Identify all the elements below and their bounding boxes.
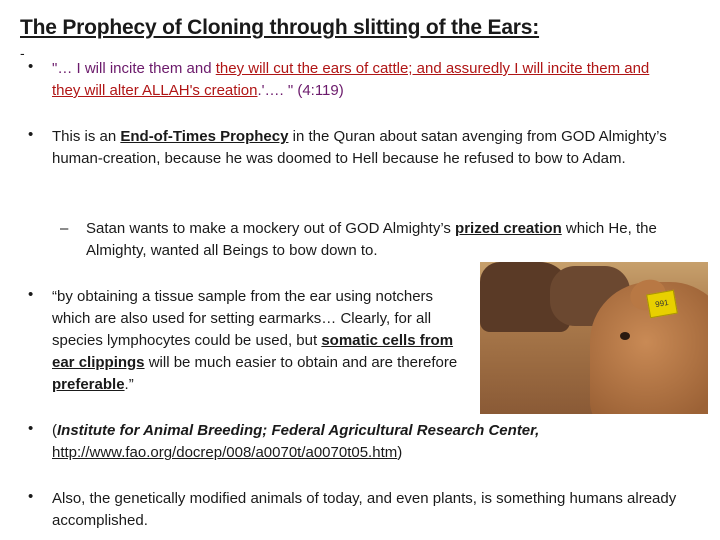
page-title: The Prophecy of Cloning through slitting of the Ears: xyxy=(20,16,540,39)
bullet-marker: • xyxy=(28,126,34,143)
source-institute: Institute for Animal Breeding; Federal Agricultural Research Center, xyxy=(57,422,540,439)
prophecy-text-pre: This is an xyxy=(52,128,121,145)
quote-text-pre: "… I will incite them and xyxy=(52,60,216,77)
quote-highlight: they will cut the ears of cattle; and assuredly I will incite them and they will alter ALLAH's creation xyxy=(52,60,650,99)
tissue-highlight-preferable: preferable xyxy=(52,376,125,393)
source-paren-close: ) xyxy=(397,444,403,461)
bullet-prophecy xyxy=(52,126,672,170)
bullet-marker: • xyxy=(28,286,34,303)
cattle-photo xyxy=(480,262,708,414)
prophecy-text-post: in the Quran about satan avenging from GOD Almighty’s human-creation, because he was doomed to Hell because he refused to bow to Adam. xyxy=(52,128,667,167)
bullet-marker: • xyxy=(28,488,34,505)
bullet-quran-quote xyxy=(52,58,672,102)
bullet-tissue-sample xyxy=(52,286,462,396)
prophecy-highlight: End-of-Times Prophecy xyxy=(120,128,289,145)
sub-text-post: which He, the Almighty, wanted all Beings to bow down to. xyxy=(86,220,657,259)
tissue-text-mid: will be much easier to obtain and are therefore xyxy=(144,354,458,371)
cow-eye xyxy=(620,332,630,340)
source-link[interactable]: http://www.fao.org/docrep/008/a0070t/a0070t05.htm xyxy=(52,444,398,461)
tissue-text-post: .” xyxy=(124,376,134,393)
sub-bullet-marker: – xyxy=(60,220,69,237)
sub-highlight: prized creation xyxy=(455,220,562,237)
source-paren-open: ( xyxy=(52,422,57,439)
sub-bullet-mockery xyxy=(86,218,686,262)
bullet-gmo xyxy=(52,488,682,532)
tissue-highlight: somatic cells from ear clippings xyxy=(52,332,454,371)
gmo-text: Also, the genetically modified animals of today, and even plants, is something humans already accomplished. xyxy=(52,490,677,529)
title-dash: - xyxy=(20,45,25,61)
ear-tag: 991 xyxy=(646,290,678,318)
bullet-marker: • xyxy=(28,58,34,75)
sub-text-pre: Satan wants to make a mockery out of GOD Almighty’s xyxy=(86,220,456,237)
tissue-text-pre: “by obtaining a tissue sample from the ear using notchers which are also used for setting earmarks… Clearly, for all species lymphocytes could be used, but xyxy=(52,288,434,349)
bullet-source xyxy=(52,420,682,464)
quote-citation: .'…. " (4:119) xyxy=(257,82,344,99)
bullet-marker: • xyxy=(28,420,34,437)
